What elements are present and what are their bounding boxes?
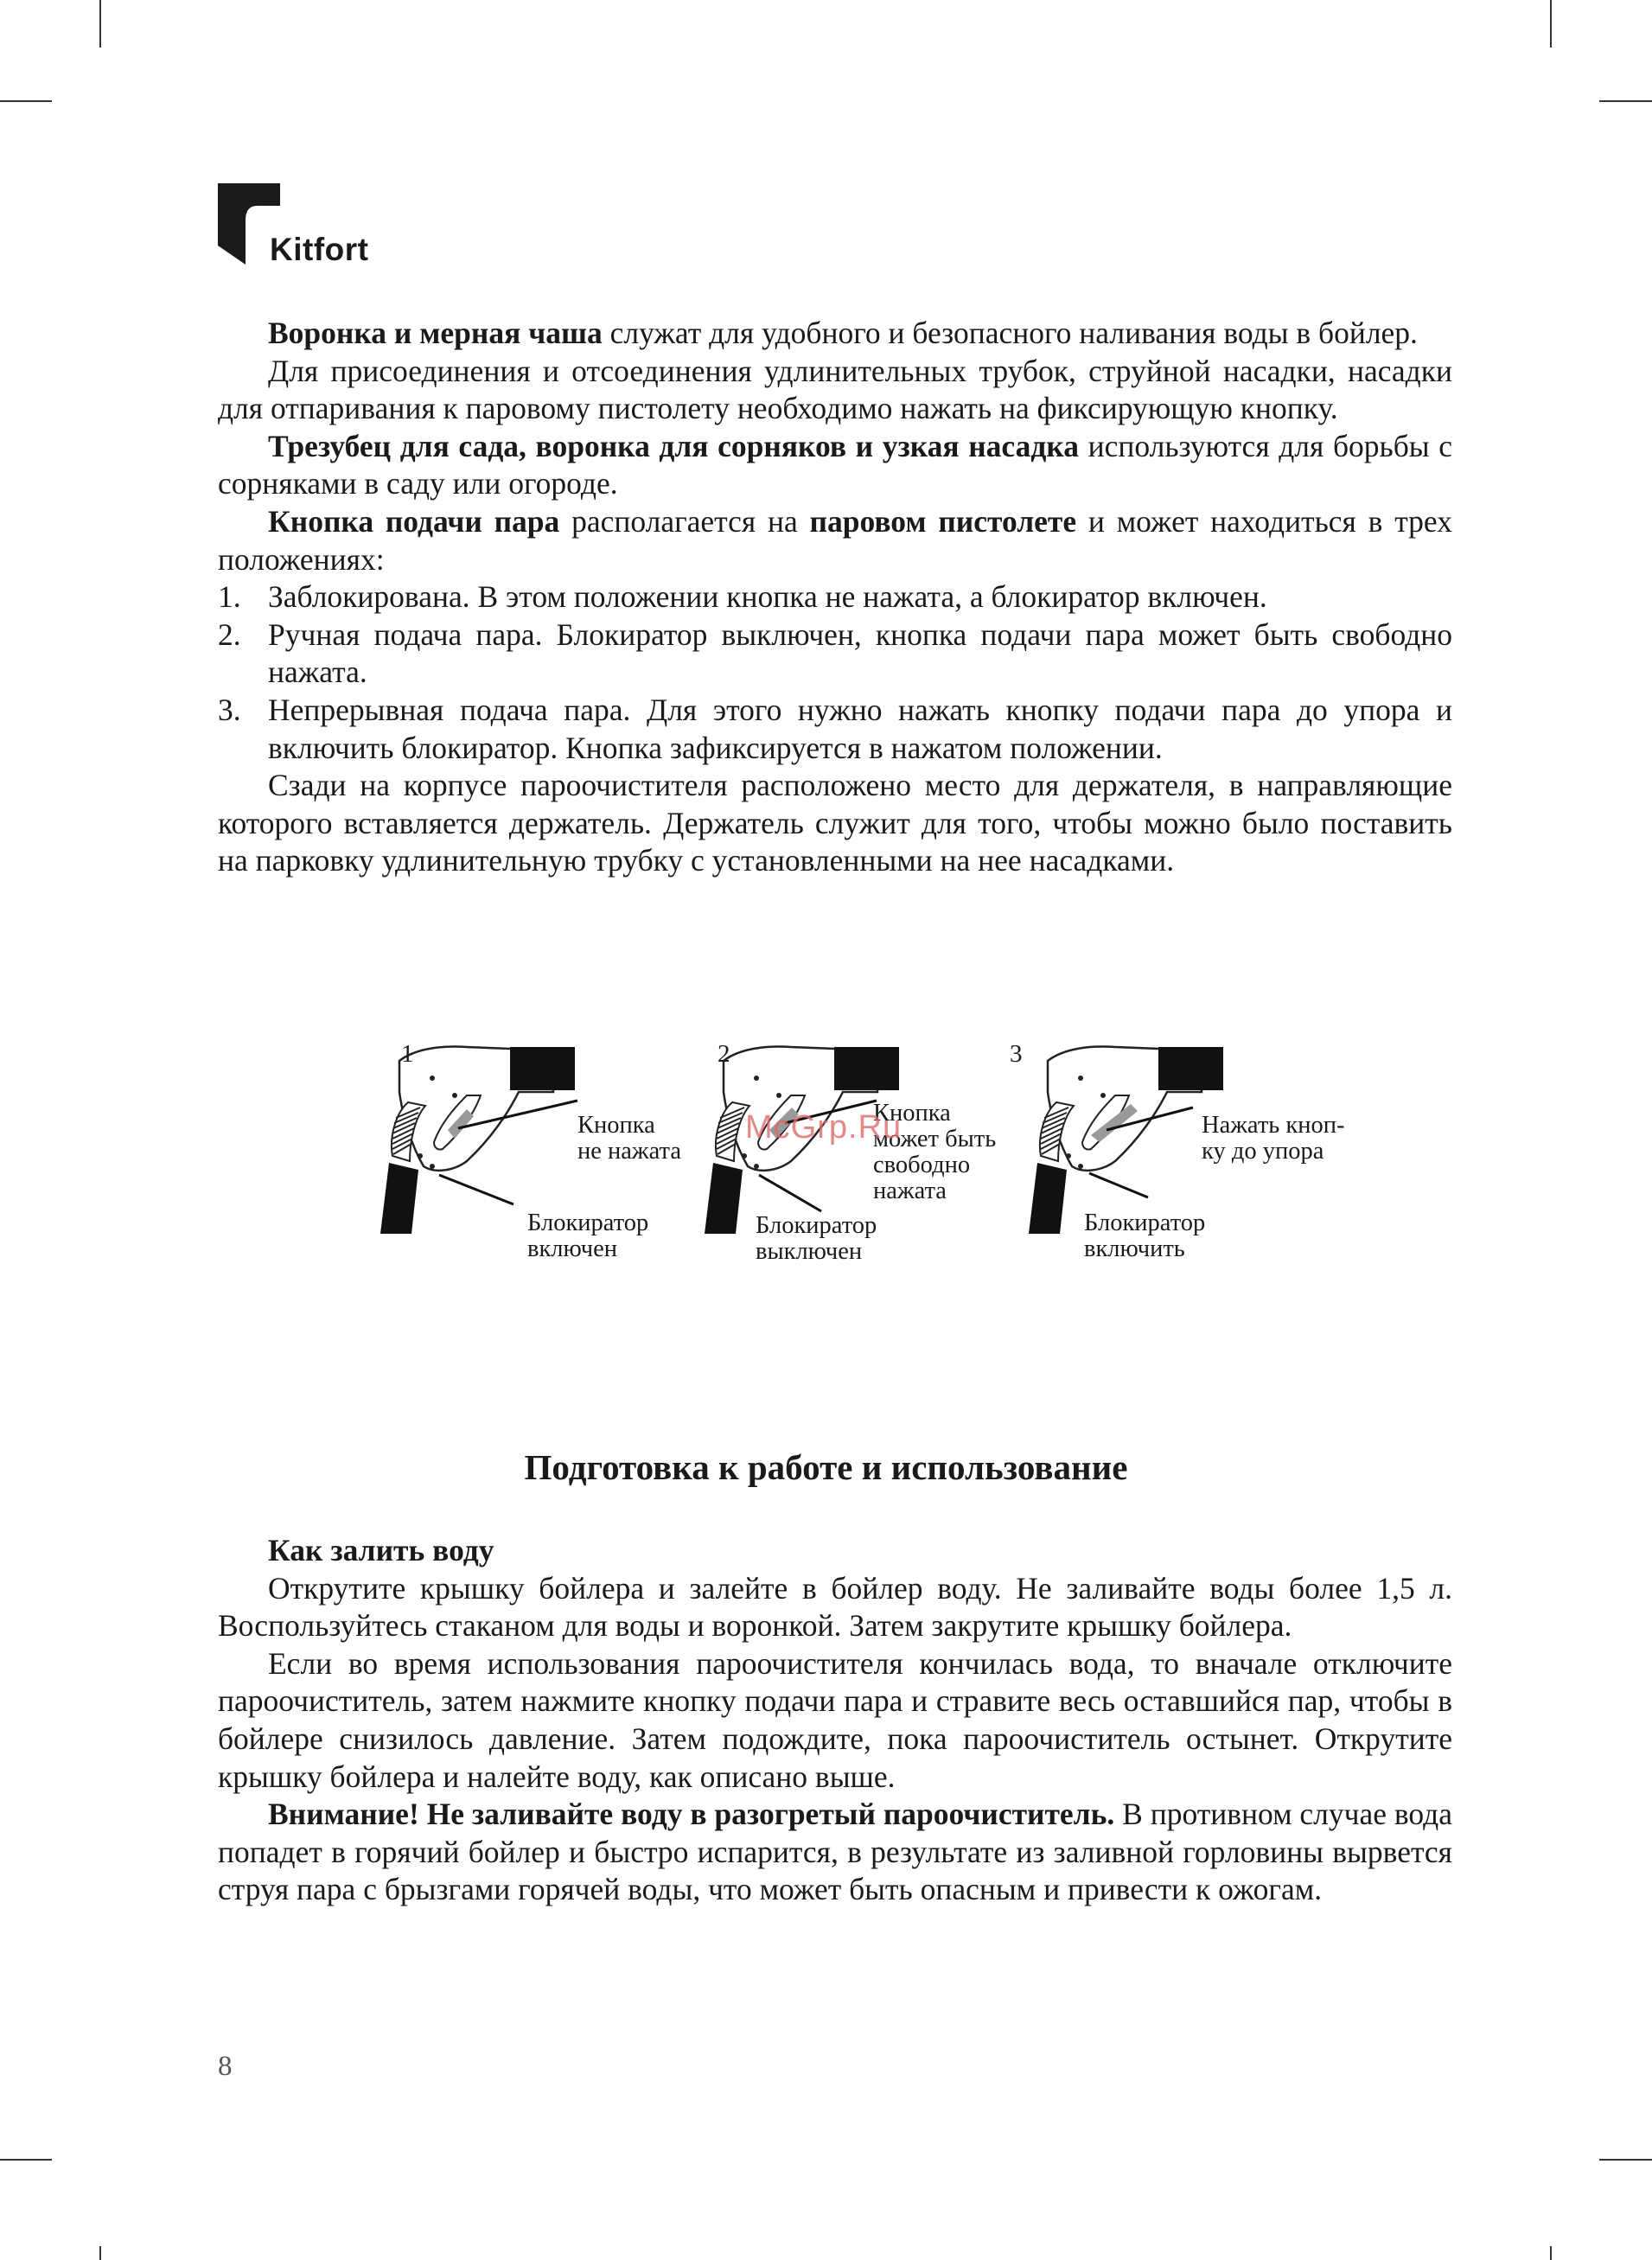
crop-mark (1599, 100, 1652, 102)
attachment-paragraph: Для присоединения и отсоединения удлинительных трубок, струйной насадки, насадки для отпаривания к паровому пистолету необходимо нажать на фиксирующую кнопку. (218, 353, 1452, 426)
funnel-desc: служат для удобного и безопасного наливания воды в бойлер. (602, 316, 1418, 350)
button-positions-list (218, 578, 1452, 767)
button-label (577, 1113, 681, 1165)
button-label (1202, 1113, 1345, 1165)
list-number: 1. (218, 579, 241, 615)
leader-line (439, 1175, 513, 1204)
warning-text: Внимание! Не заливайте воду в разогретый пароочиститель. (268, 1797, 1115, 1832)
list-item (218, 692, 1452, 767)
trident-desc: используются для борьбы с сорняками в саду или огороде. (218, 428, 1452, 501)
label-line: Блокиратор (756, 1212, 877, 1239)
figure-number: 3 (1010, 1040, 1023, 1068)
list-item (218, 616, 1452, 692)
leader-line (759, 1175, 821, 1211)
label-line: Кнопка (873, 1100, 951, 1127)
list-text: Ручная подача пара. Блокиратор выключен, кнопка подачи пара может быть свободно нажата. (268, 616, 1452, 690)
subsection-title: Как залить воду (268, 1533, 494, 1567)
steam-gun-term: паровом пистолете (809, 503, 1077, 539)
label-line: может быть (873, 1126, 997, 1152)
label-line: Блокиратор (1084, 1210, 1206, 1236)
lock-label (756, 1213, 877, 1265)
steam-gun-3 (1029, 1047, 1223, 1234)
label-line: нажата (873, 1178, 947, 1204)
label-line: включен (527, 1235, 617, 1262)
figure-number: 2 (718, 1040, 730, 1068)
steam-gun-figure (372, 1033, 1383, 1284)
crop-mark (0, 2159, 52, 2161)
list-number: 3. (218, 692, 241, 727)
warning-desc: В противном случае вода попадет в горячий бойлер и быстро испарится, в результате из заливной горловины вырвется струя пара с брызгами горячей воды, что может быть опасным и привести к ожогам. (218, 1797, 1452, 1907)
crop-mark (1550, 2246, 1552, 2260)
section-title: Подготовка к работе и использование (524, 1447, 1128, 1487)
figure-number: 1 (401, 1040, 414, 1068)
lock-label (527, 1210, 648, 1262)
list-number: 2. (218, 616, 241, 652)
fill-water-paragraph: Открутите крышку бойлера и залейте в бойлер воду. Не заливайте воды более 1,5 л. Воспользуйтесь стаканом для воды и воронкой. Затем закрутите крышку бойлера. (218, 1570, 1452, 1644)
brand-name: Kitfort (270, 232, 369, 267)
leader-line (1089, 1173, 1148, 1197)
label-line: не нажата (577, 1138, 681, 1165)
label-line: Блокиратор (527, 1210, 649, 1236)
crop-mark (99, 0, 101, 48)
label-line: Нажать кноп- (1202, 1112, 1345, 1139)
trident-term: Трезубец для сада, воронка для сорняков и узкая насадка (268, 428, 1079, 463)
label-line: выключен (756, 1238, 863, 1265)
list-text: Непрерывная подача пара. Для этого нужно нажать кнопку подачи пара до упора и включить блокиратор. Кнопка зафиксируется в нажатом положении. (268, 692, 1452, 765)
page-number: 8 (218, 2051, 233, 2082)
section-text (218, 1532, 1452, 1909)
steam-gun-1 (380, 1047, 575, 1234)
steam-button-desc: и может находиться в трех положениях: (218, 503, 1452, 577)
label-line: свободно (873, 1152, 971, 1178)
steam-button-mid: располагается на (559, 503, 810, 539)
intro-text (218, 315, 1452, 880)
list-text: Заблокирована. В этом положении кнопка не нажата, а блокиратор включен. (268, 579, 1267, 615)
holder-paragraph: Сзади на корпусе пароочистителя расположено место для держателя, в направляющие которого вставляется держатель. Держатель служит для того, чтобы можно было поставить на парковку удлинительную трубку с установленными на нее насадками. (218, 768, 1452, 878)
crop-mark (99, 2246, 101, 2260)
steam-button-term: Кнопка подачи пара (268, 503, 560, 539)
watermark: McGrp.Ru (745, 1109, 903, 1146)
label-line: ку до упора (1202, 1138, 1324, 1165)
list-item (218, 578, 1452, 616)
label-line: включить (1084, 1235, 1185, 1262)
funnel-term: Воронка и мерная чаша (268, 316, 603, 350)
crop-mark (1599, 2159, 1652, 2161)
crop-mark (1550, 0, 1552, 48)
refill-paragraph: Если во время использования пароочистителя кончилась вода, то вначале отключите пароочиститель, затем нажмите кнопку подачи пара и стравите весь оставшийся пар, чтобы в бойлере снизилось давление. Затем подождите, пока пароочиститель остынет. Открутите крышку бойлера и налейте воду, как описано выше. (218, 1645, 1452, 1794)
label-line: Кнопка (577, 1112, 655, 1139)
crop-mark (0, 100, 52, 102)
lock-label (1084, 1210, 1205, 1262)
